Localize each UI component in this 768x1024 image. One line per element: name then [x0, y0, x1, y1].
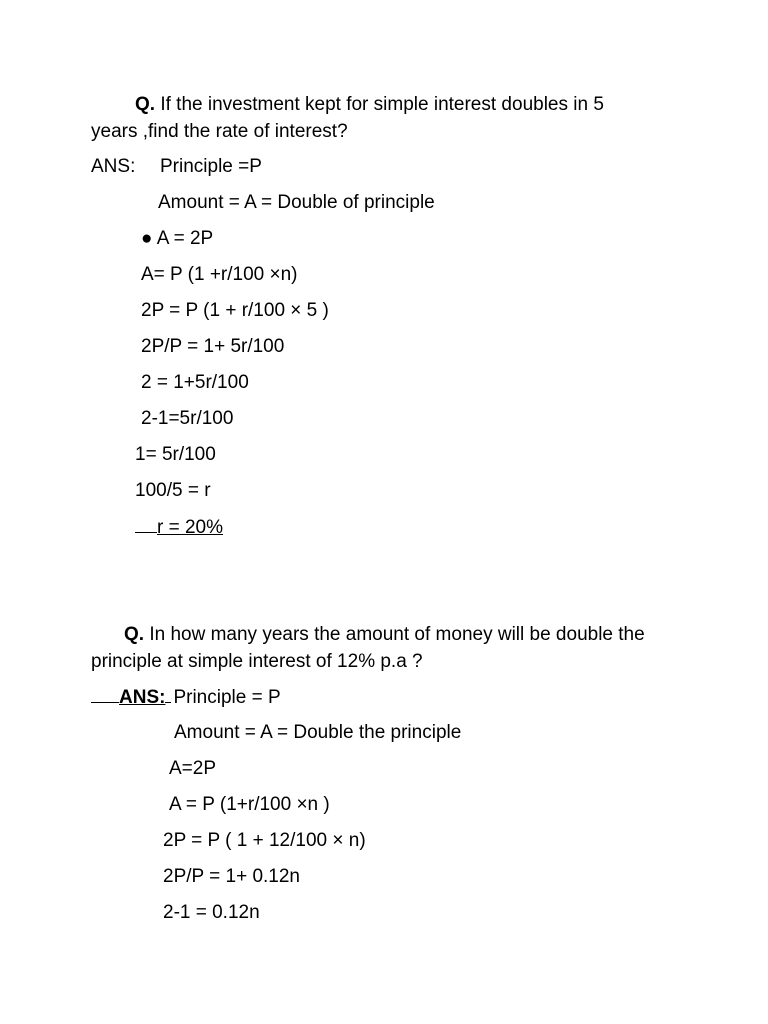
answer-2-label-underline-lead [91, 686, 119, 703]
answer-1-step: 2P/P = 1+ 5r/100 [141, 336, 285, 357]
answer-1-result-underline-lead [135, 516, 157, 533]
answer-1-principle: Principle =P [160, 156, 262, 177]
answer-1-header [91, 156, 262, 178]
answer-1-step: ● A = 2P [141, 228, 214, 249]
answer-1-step: 2-1=5r/100 [141, 408, 234, 429]
answer-2-step: A = P (1+r/100 ×n ) [169, 794, 330, 815]
answer-2-header [91, 686, 281, 709]
answer-1-step: A= P (1 +r/100 ×n) [141, 264, 298, 285]
answer-1-step: 1= 5r/100 [135, 444, 216, 465]
question-2-line-2: principle at simple interest of 12% p.a ? [91, 651, 423, 672]
question-1-text: If the investment kept for simple interest doubles in 5 [155, 94, 604, 115]
question-1-line-2: years ,find the rate of interest? [91, 121, 348, 142]
answer-1-step: Amount = A = Double of principle [158, 192, 435, 213]
question-2-line-1 [124, 624, 645, 646]
question-2-text: In how many years the amount of money will be double the [144, 624, 645, 645]
question-1-prefix: Q. [135, 94, 156, 115]
answer-2-principle: Principle = P [173, 687, 281, 708]
answer-2-step: A=2P [169, 758, 217, 779]
answer-2-step: 2P/P = 1+ 0.12n [163, 866, 300, 887]
question-1-line-1 [135, 94, 604, 116]
answer-2-step: Amount = A = Double the principle [174, 722, 462, 743]
answer-1-step: 2P = P (1 + r/100 × 5 ) [141, 300, 329, 321]
answer-1-step: 2 = 1+5r/100 [141, 372, 249, 393]
answer-1-result [135, 516, 223, 539]
answer-1-step: 100/5 = r [135, 480, 211, 501]
question-2-prefix: Q. [124, 624, 145, 645]
answer-1-label: ANS: [91, 156, 136, 177]
answer-2-step: 2-1 = 0.12n [163, 902, 260, 923]
answer-2-label-underline-trail [165, 686, 171, 703]
answer-2-step: 2P = P ( 1 + 12/100 × n) [163, 830, 366, 851]
answer-2-label: ANS: [119, 687, 166, 708]
answer-1-result-text: r = 20% [157, 517, 224, 538]
